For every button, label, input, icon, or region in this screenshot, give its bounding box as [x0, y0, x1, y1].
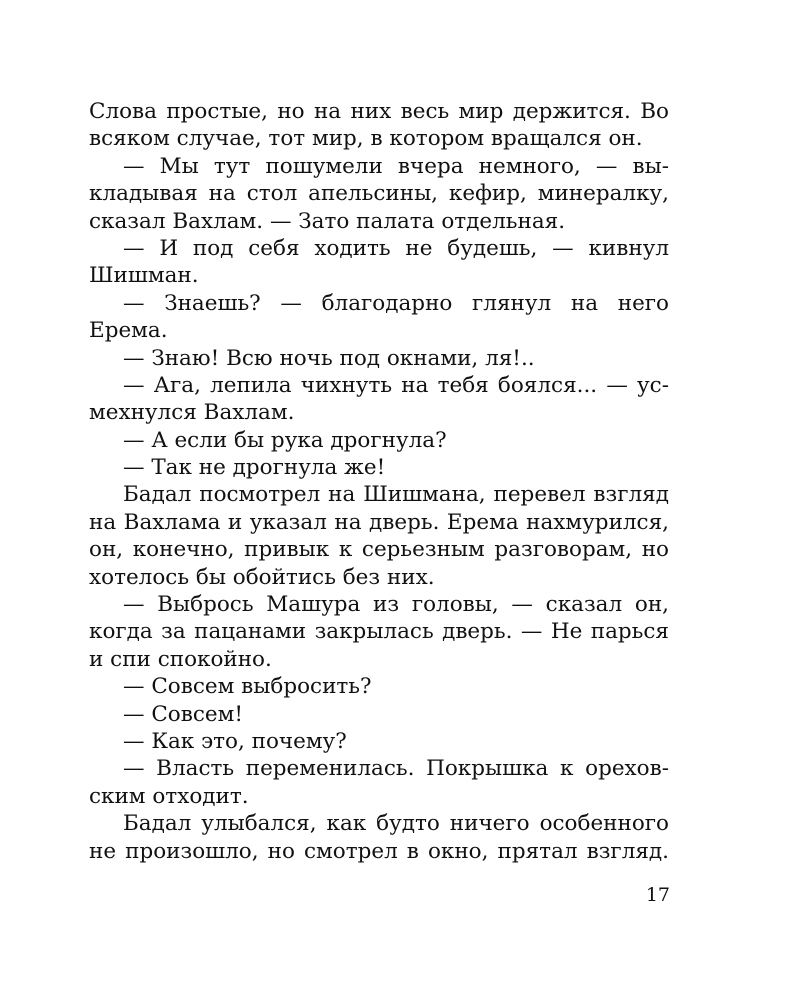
- text-line: — Знаю! Всю ночь под окнами, ля!..: [123, 345, 535, 371]
- text-line: Слова простые, но на них весь мир держится. Во: [89, 99, 669, 124]
- text-line: Шишман.: [89, 263, 199, 289]
- text-line: — Совсем!: [123, 701, 243, 727]
- text-line: — Мы тут пошумели вчера немного, — вы-: [123, 153, 669, 179]
- body-text: [89, 98, 669, 865]
- text-line: когда за пацанами закрылась дверь. — Не парься: [89, 619, 669, 645]
- text-line: — Совсем выбросить?: [123, 674, 372, 700]
- text-line: мехнулся Вахлам.: [89, 400, 295, 426]
- text-line: Ерема.: [89, 318, 168, 344]
- text-line: хотелось бы обойтись без них.: [89, 564, 435, 590]
- text-line: — Как это, почему?: [123, 728, 347, 754]
- text-line: Бадал улыбался, как будто ничего особенного: [123, 811, 669, 837]
- text-line: — И под себя ходить не будешь, — кивнул: [123, 235, 669, 261]
- page-number: 17: [645, 884, 670, 906]
- text-line: Бадал посмотрел на Шишмана, перевел взгляд: [123, 482, 669, 508]
- text-line: на Вахлама и указал на дверь. Ерема нахмурился,: [89, 509, 669, 535]
- text-line: сказал Вахлам. — Зато палата отдельная.: [89, 208, 566, 234]
- text-line: он, конечно, привык к серьезным разговорам, но: [89, 537, 669, 563]
- text-line: не произошло, но смотрел в окно, прятал взгляд.: [89, 838, 669, 864]
- text-line: — Выбрось Машура из головы, — сказал он,: [123, 592, 669, 618]
- text-line: — Власть переменилась. Покрышка к орехов-: [123, 756, 669, 782]
- text-line: всяком случае, тот мир, в котором вращался он.: [89, 126, 643, 152]
- text-line: — Ага, лепила чихнуть на тебя боялся... — ус-: [123, 372, 669, 398]
- text-line: и спи спокойно.: [89, 646, 272, 672]
- text-line: кладывая на стол апельсины, кефир, минералку,: [89, 181, 669, 207]
- text-line: ским отходит.: [89, 783, 249, 809]
- text-line: — Знаешь? — благодарно глянул на него: [123, 290, 669, 316]
- text-line: — А если бы рука дрогнула?: [123, 427, 447, 453]
- text-line: — Так не дрогнула же!: [123, 455, 386, 481]
